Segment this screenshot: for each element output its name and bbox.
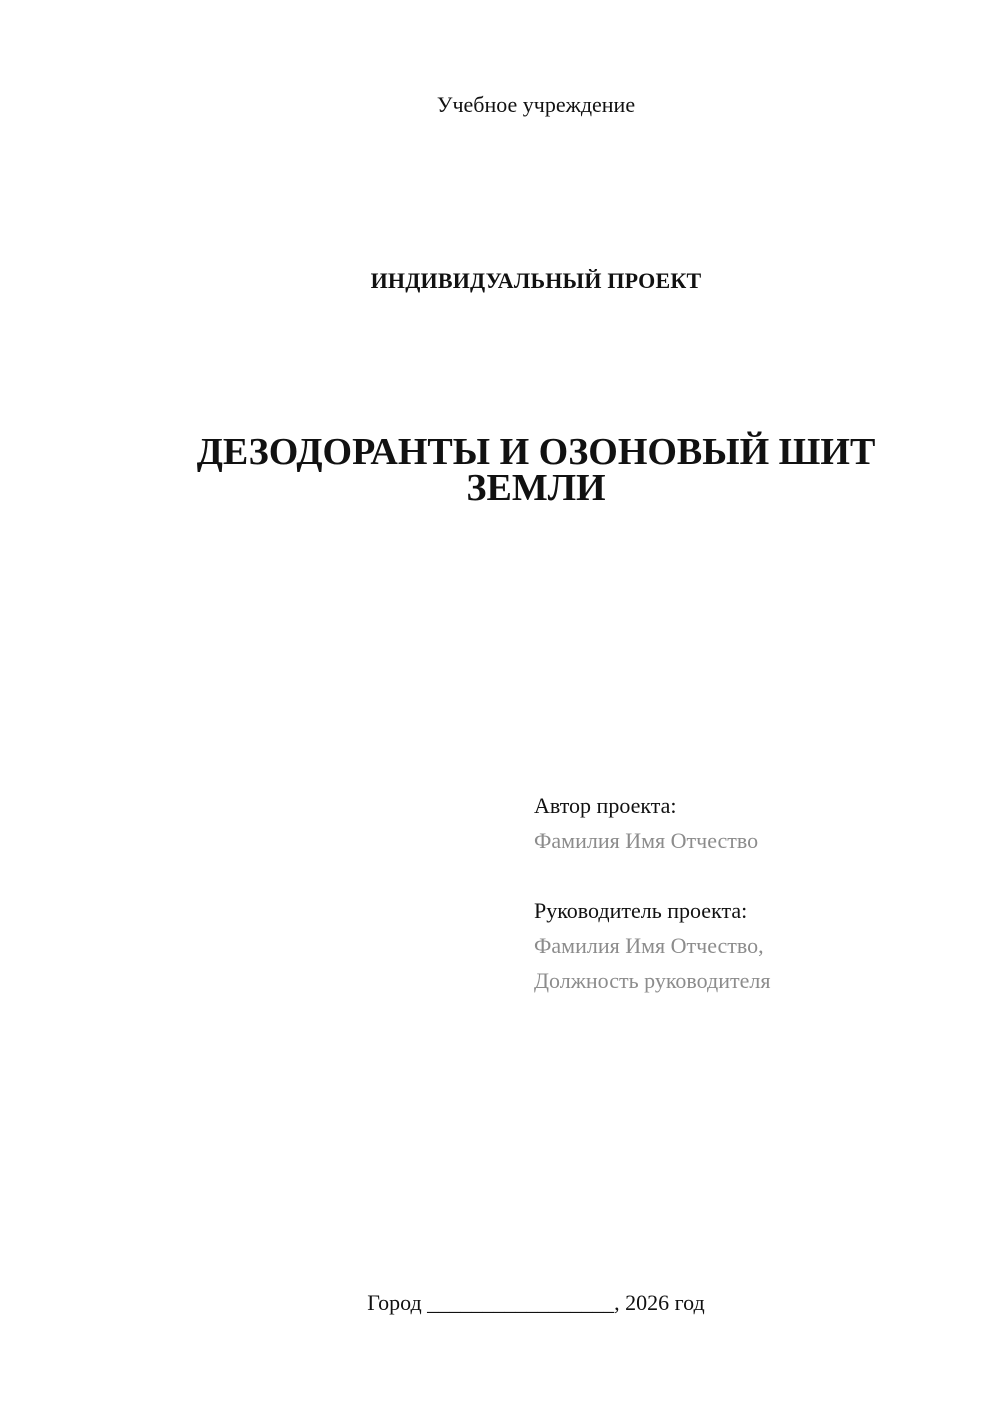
credits-spacer bbox=[534, 858, 770, 893]
author-name: Фамилия Имя Отчество bbox=[534, 828, 759, 853]
supervisor-position: Должность руководителя bbox=[534, 968, 771, 993]
project-title-line-2: ЗЕМЛИ bbox=[466, 467, 606, 509]
supervisor-name: Фамилия Имя Отчество, bbox=[534, 933, 764, 958]
author-label: Автор проекта: bbox=[534, 793, 677, 818]
institution-name: Учебное учреждение bbox=[436, 92, 636, 117]
project-type-heading: ИНДИВИДУАЛЬНЫЙ ПРОЕКТ bbox=[370, 268, 702, 293]
project-title-line-1: ДЕЗОДОРАНТЫ И ОЗОНОВЫЙ ШИТ bbox=[196, 431, 876, 473]
supervisor-label: Руководитель проекта: bbox=[534, 898, 748, 923]
project-credits bbox=[534, 788, 770, 998]
city-year-line: Город _________________, 2026 год bbox=[367, 1290, 705, 1315]
project-title bbox=[0, 431, 1000, 509]
